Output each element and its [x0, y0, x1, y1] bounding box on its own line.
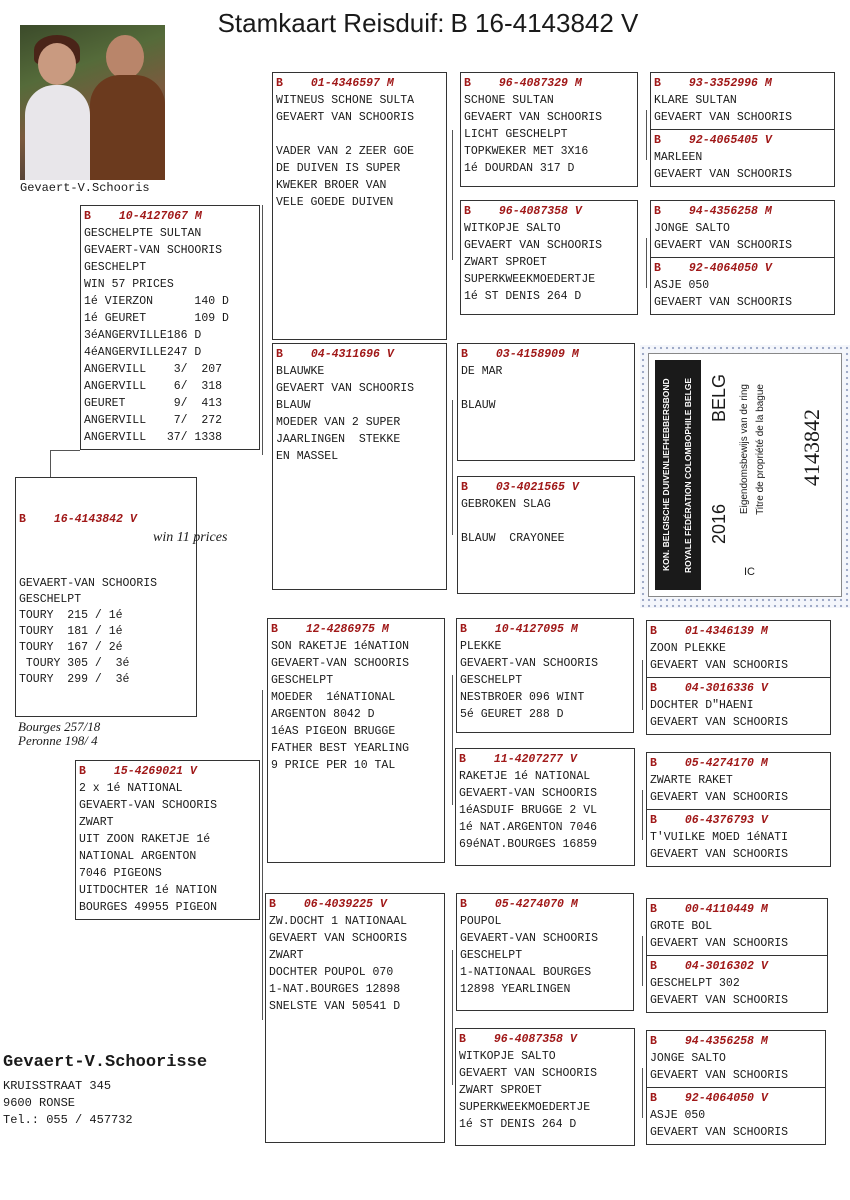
- pigeon-info-line: GEVAERT-VAN SCHOORIS: [460, 657, 599, 670]
- connector: [642, 660, 643, 710]
- pigeon-info-line: JAARLINGEN STEKKE: [276, 433, 401, 446]
- gggp-box: [650, 200, 835, 258]
- pigeon-info-line: 7046 PIGEONS: [79, 867, 162, 880]
- ring-prefix: B: [654, 134, 661, 147]
- owner-photo: [20, 25, 165, 180]
- pigeon-info-line: GEVAERT VAN SCHOORIS: [650, 1126, 789, 1139]
- pigeon-info-line: ANGERVILL 6/ 318: [84, 380, 223, 393]
- ggp-box: [456, 893, 634, 1011]
- pigeon-info-line: GESCHELPT: [84, 261, 147, 274]
- ring-prefix: B: [654, 77, 661, 90]
- subject-pigeon-box: [15, 477, 197, 717]
- pigeon-info-line: 12898 YEARLINGEN: [460, 983, 571, 996]
- owner-phone: Tel.: 055 / 457732: [3, 1113, 133, 1127]
- ring-value: 11-4207277 V: [493, 753, 577, 766]
- ring-value: 94-4356258 M: [684, 1035, 768, 1048]
- ring-value: 05-4274170 M: [684, 757, 768, 770]
- ring-value: 04-4311696 V: [310, 348, 394, 361]
- pigeon-info-line: 1é ST DENIS 264 D: [459, 1118, 577, 1131]
- gggp-box: [646, 898, 828, 956]
- ring-number: [654, 75, 831, 92]
- ring-year: 2016: [709, 504, 729, 545]
- ring-number: [650, 1090, 822, 1107]
- pigeon-info-line: GEVAERT VAN SCHOORIS: [650, 937, 789, 950]
- connector: [452, 130, 453, 260]
- pigeon-info-line: 1é NAT.ARGENTON 7046: [459, 821, 598, 834]
- pigeon-info-line: JONGE SALTO: [654, 222, 730, 235]
- pigeon-info-line: GEVAERT VAN SCHOORIS: [650, 994, 789, 1007]
- ggp-box: [456, 618, 634, 733]
- ring-prefix: B: [464, 77, 471, 90]
- pigeon-info-line: GEVAERT-VAN SCHOORIS: [459, 787, 598, 800]
- gggp-box: [650, 72, 835, 130]
- owner-city: 9600 RONSE: [3, 1096, 76, 1110]
- pigeon-info-line: [276, 126, 443, 143]
- pigeon-info-line: TOURY 167 / 2é: [19, 641, 123, 654]
- pigeon-info-line: GESCHELPT 302: [650, 977, 740, 990]
- pigeon-info-line: GEVAERT VAN SCHOORIS: [654, 296, 793, 309]
- pigeon-info-line: 9 PRICE PER 10 TAL: [271, 759, 396, 772]
- owner-name: Gevaert-V.Schoorisse: [3, 1053, 208, 1072]
- pigeon-info-line: DOCHTER POUPOL 070: [269, 966, 394, 979]
- ring-value: 93-3352996 M: [688, 77, 772, 90]
- ring-prefix: B: [650, 1035, 657, 1048]
- ggp-box: [455, 748, 635, 866]
- pigeon-info-line: 1é ST DENIS 264 D: [464, 290, 582, 303]
- pigeon-info-line: BLAUW: [276, 399, 311, 412]
- pigeon-info-line: ZOON PLEKKE: [650, 642, 726, 655]
- dam-box: [75, 760, 260, 920]
- pigeon-info-line: [461, 380, 631, 397]
- ring-number: [19, 512, 193, 528]
- ring-card-number: 4143842: [799, 409, 824, 486]
- pigeon-info-line: GEBROKEN SLAG: [461, 498, 551, 511]
- gggp-box: [646, 1030, 826, 1088]
- pigeon-info-line: ZWART: [79, 816, 114, 829]
- pigeon-info-line: ANGERVILL 3/ 207: [84, 363, 223, 376]
- pigeon-info-line: GESCHELPT: [460, 949, 523, 962]
- ring-prefix: B: [461, 481, 468, 494]
- ring-number: [271, 621, 441, 638]
- ring-value: 01-4346139 M: [684, 625, 768, 638]
- pigeon-info-line: WIN 57 PRICES: [84, 278, 174, 291]
- pigeon-info-line: TOURY 305 / 3é: [19, 657, 130, 670]
- pigeon-info-line: GEVAERT VAN SCHOORIS: [654, 111, 793, 124]
- ring-prefix: B: [276, 348, 283, 361]
- connector: [646, 238, 647, 288]
- owner-street: KRUISSTRAAT 345: [3, 1079, 112, 1093]
- handwritten-note: win 11 prices: [153, 530, 228, 545]
- pigeon-info-line: WITKOPJE SALTO: [459, 1050, 556, 1063]
- pigeon-info-line: GESCHELPT: [19, 593, 82, 606]
- pigeon-info-line: TOURY 215 / 1é: [19, 609, 123, 622]
- pigeon-info-line: 1é DOURDAN 317 D: [464, 162, 575, 175]
- ring-value: 16-4143842 V: [53, 513, 137, 526]
- pigeon-info-line: DE DUIVEN IS SUPER: [276, 162, 401, 175]
- pigeon-info-line: BLAUWKE: [276, 365, 325, 378]
- pigeon-info-line: SCHONE SULTAN: [464, 94, 554, 107]
- pigeon-info-line: GEVAERT-VAN SCHOORIS: [79, 799, 218, 812]
- ring-number: [464, 75, 634, 92]
- pigeon-info-line: VADER VAN 2 ZEER GOE: [276, 145, 415, 158]
- pigeon-info-line: KWEKER BROER VAN: [276, 179, 387, 192]
- pigeon-info-line: GEVAERT VAN SCHOORIS: [650, 659, 789, 672]
- ring-number: [276, 346, 443, 363]
- pigeon-info-line: T'VUILKE MOED 1éNATI: [650, 831, 789, 844]
- pigeon-info-line: MARLEEN: [654, 151, 703, 164]
- sire-box: [80, 205, 260, 450]
- ownership-label-fr: Titre de propriété de la bague: [755, 384, 766, 515]
- ring-number: [650, 1033, 822, 1050]
- pigeon-info-line: GESCHELPTE SULTAN: [84, 227, 202, 240]
- ring-value: 04-3016336 V: [684, 682, 768, 695]
- ring-number: [459, 751, 631, 768]
- connector: [642, 790, 643, 840]
- ring-number: [84, 208, 256, 225]
- pigeon-info-line: GEVAERT VAN SCHOORIS: [650, 716, 789, 729]
- federation-nl: KON. BELGISCHE DUIVENLIEFHEBBERSBOND: [661, 378, 671, 572]
- ring-number: [269, 896, 441, 913]
- pigeon-info-line: 1-NAT.BOURGES 12898: [269, 983, 401, 996]
- ring-value: 92-4065405 V: [688, 134, 772, 147]
- ring-prefix: B: [654, 205, 661, 218]
- connector: [642, 1068, 643, 1118]
- pigeon-info-line: GEVAERT VAN SCHOORIS: [650, 791, 789, 804]
- title-ring-number: B 16-4143842 V: [450, 8, 639, 38]
- pigeon-info-line: JONGE SALTO: [650, 1052, 726, 1065]
- pigeon-info-line: FATHER BEST YEARLING: [271, 742, 410, 755]
- owner-address: [3, 1078, 133, 1129]
- gggp-box: [646, 677, 831, 735]
- pigeon-info-line: ZWART SPROET: [464, 256, 547, 269]
- pigeon-info-line: GEVAERT VAN SCHOORIS: [459, 1067, 598, 1080]
- pigeon-info-line: TOPKWEKER MET 3X16: [464, 145, 589, 158]
- pigeon-info-line: DOCHTER D"HAENI: [650, 699, 754, 712]
- ring-value: 05-4274070 M: [494, 898, 578, 911]
- ring-card-code: IC: [744, 566, 755, 578]
- gggp-box: [646, 620, 831, 678]
- ring-value: 00-4110449 M: [684, 903, 768, 916]
- ring-ownership-card: [640, 345, 850, 608]
- connector: [452, 950, 453, 1085]
- gggp-box: [646, 752, 831, 810]
- ring-prefix: B: [650, 960, 657, 973]
- ring-value: 03-4158909 M: [495, 348, 579, 361]
- pigeon-info-line: VELE GOEDE DUIVEN: [276, 196, 394, 209]
- ring-prefix: B: [269, 898, 276, 911]
- ring-value: 10-4127095 M: [494, 623, 578, 636]
- pigeon-info-line: GEVAERT-VAN SCHOORIS: [19, 577, 158, 590]
- pigeon-info-line: 4éANGERVILLE247 D: [84, 346, 202, 359]
- ring-value: 10-4127067 M: [118, 210, 202, 223]
- pigeon-info-line: [461, 513, 631, 530]
- pigeon-info-line: SON RAKETJE 1éNATION: [271, 640, 410, 653]
- gggp-box: [646, 955, 828, 1013]
- ring-number: [459, 1031, 631, 1048]
- ring-country: BELG: [709, 374, 729, 423]
- pigeon-info-line: UIT ZOON RAKETJE 1é: [79, 833, 211, 846]
- ring-prefix: B: [650, 814, 657, 827]
- pigeon-info-line: GEVAERT-VAN SCHOORIS: [460, 932, 599, 945]
- dam-dam-box: [265, 893, 445, 1143]
- title-label: Stamkaart Reisduif:: [217, 8, 445, 38]
- ring-prefix: B: [459, 753, 466, 766]
- pigeon-info-line: RAKETJE 1é NATIONAL: [459, 770, 591, 783]
- pigeon-info-line: ARGENTON 8042 D: [271, 708, 375, 721]
- pigeon-info-line: 1é VIERZON 140 D: [84, 295, 229, 308]
- federation-band: [655, 360, 701, 590]
- dam-sire-box: [267, 618, 445, 863]
- pigeon-info-line: GEVAERT VAN SCHOORIS: [650, 848, 789, 861]
- pigeon-info-line: GEURET 9/ 413: [84, 397, 223, 410]
- pigeon-info-line: GROTE BOL: [650, 920, 713, 933]
- pigeon-info-line: GESCHELPT: [271, 674, 334, 687]
- pigeon-info-line: ZWART: [269, 949, 304, 962]
- ring-number: [650, 901, 824, 918]
- gggp-box: [646, 1087, 826, 1145]
- ring-value: 04-3016302 V: [684, 960, 768, 973]
- pigeon-info-line: GEVAERT-VAN SCHOORIS: [271, 657, 410, 670]
- pigeon-info-line: GEVAERT VAN SCHOORIS: [650, 1069, 789, 1082]
- ring-prefix: B: [650, 757, 657, 770]
- pigeon-info-line: GEVAERT-VAN SCHOORIS: [84, 244, 223, 257]
- pigeon-info-line: ZW.DOCHT 1 NATIONAAL: [269, 915, 408, 928]
- pigeon-info-line: 1é GEURET 109 D: [84, 312, 229, 325]
- ggp-box: [460, 72, 638, 187]
- ring-number: [464, 203, 634, 220]
- pigeon-info-line: POUPOL: [460, 915, 502, 928]
- ring-prefix: B: [271, 623, 278, 636]
- pigeon-info-line: ASJE 050: [650, 1109, 706, 1122]
- ring-prefix: B: [460, 623, 467, 636]
- pigeon-info-line: SUPERKWEEKMOEDERTJE: [459, 1101, 591, 1114]
- sire-sire-box: [272, 72, 447, 340]
- pigeon-info-line: ASJE 050: [654, 279, 710, 292]
- connector: [646, 110, 647, 160]
- pigeon-info-line: BOURGES 49955 PIGEON: [79, 901, 218, 914]
- connector: [262, 205, 263, 455]
- ring-prefix: B: [459, 1033, 466, 1046]
- ring-prefix: B: [460, 898, 467, 911]
- pigeon-info-line: GEVAERT VAN SCHOORIS: [654, 239, 793, 252]
- pigeon-info-line: NESTBROER 096 WINT: [460, 691, 585, 704]
- sire-dam-box: [272, 343, 447, 590]
- connector: [642, 936, 643, 986]
- pigeon-info-line: 3éANGERVILLE186 D: [84, 329, 202, 342]
- pigeon-info-line: BLAUW CRAYONEE: [461, 532, 565, 545]
- pigeon-info-line: ZWARTE RAKET: [650, 774, 733, 787]
- pigeon-info-line: SUPERKWEEKMOEDERTJE: [464, 273, 596, 286]
- ring-number: [461, 479, 631, 496]
- ring-value: 12-4286975 M: [305, 623, 389, 636]
- pigeon-info-line: ZWART SPROET: [459, 1084, 542, 1097]
- ring-prefix: B: [84, 210, 91, 223]
- ring-value: 15-4269021 V: [113, 765, 197, 778]
- ggp-box: [455, 1028, 635, 1146]
- pigeon-info-line: GEVAERT VAN SCHOORIS: [276, 382, 415, 395]
- pigeon-info-line: NATIONAL ARGENTON: [79, 850, 197, 863]
- pigeon-info-line: PLEKKE: [460, 640, 502, 653]
- ring-value: 06-4376793 V: [684, 814, 768, 827]
- pigeon-info-line: KLARE SULTAN: [654, 94, 737, 107]
- connector: [452, 400, 453, 535]
- federation-fr: ROYALE FÉDÉRATION COLOMBOPHILE BELGE: [683, 377, 693, 573]
- ring-value: 94-4356258 M: [688, 205, 772, 218]
- pigeon-info-line: GEVAERT VAN SCHOORIS: [276, 111, 415, 124]
- ring-prefix: B: [19, 513, 26, 526]
- pigeon-info-line: 69éNAT.BOURGES 16859: [459, 838, 598, 851]
- gggp-box: [650, 257, 835, 315]
- ggp-box: [457, 343, 635, 461]
- connector: [50, 450, 51, 478]
- connector: [50, 450, 80, 451]
- pigeon-info-line: EN MASSEL: [276, 450, 339, 463]
- ring-value: 92-4064050 V: [688, 262, 772, 275]
- ring-prefix: B: [650, 625, 657, 638]
- ring-number: [460, 621, 630, 638]
- pigeon-info-line: 1éASDUIF BRUGGE 2 VL: [459, 804, 598, 817]
- subject-lines: [19, 560, 193, 688]
- ggp-box: [460, 200, 638, 315]
- pigeon-info-line: UITDOCHTER 1é NATION: [79, 884, 218, 897]
- ring-number: [650, 623, 827, 640]
- ring-prefix: B: [461, 348, 468, 361]
- pigeon-info-line: GEVAERT VAN SCHOORIS: [654, 168, 793, 181]
- pigeon-info-line: WITKOPJE SALTO: [464, 222, 561, 235]
- pigeon-info-line: SNELSTE VAN 50541 D: [269, 1000, 401, 1013]
- gggp-box: [646, 809, 831, 867]
- ring-number: [79, 763, 256, 780]
- handwritten-extra-1: Bourges 257/18: [18, 719, 101, 734]
- ring-value: 92-4064050 V: [684, 1092, 768, 1105]
- connector: [452, 675, 453, 805]
- gggp-box: [650, 129, 835, 187]
- ring-prefix: B: [654, 262, 661, 275]
- ring-value: 96-4087358 V: [498, 205, 582, 218]
- pigeon-info-line: TOURY 299 / 3é: [19, 673, 130, 686]
- pigeon-info-line: 1-NATIONAAL BOURGES: [460, 966, 592, 979]
- pigeon-info-line: BLAUW: [461, 399, 496, 412]
- pigeon-info-line: GEVAERT VAN SCHOORIS: [269, 932, 408, 945]
- pigeon-info-line: 2 x 1é NATIONAL: [79, 782, 183, 795]
- ring-prefix: B: [650, 1092, 657, 1105]
- pigeon-info-line: ANGERVILL 37/ 1338: [84, 431, 223, 444]
- pigeon-info-line: GEVAERT VAN SCHOORIS: [464, 111, 603, 124]
- pigeon-info-line: GESCHELPT: [460, 674, 523, 687]
- pigeon-info-line: ANGERVILL 7/ 272: [84, 414, 223, 427]
- ring-value: 01-4346597 M: [310, 77, 394, 90]
- ring-prefix: B: [650, 682, 657, 695]
- ring-value: 03-4021565 V: [495, 481, 579, 494]
- ring-prefix: B: [276, 77, 283, 90]
- pigeon-info-line: DE MAR: [461, 365, 503, 378]
- pigeon-info-line: [19, 560, 193, 576]
- ring-number: [650, 680, 827, 697]
- ggp-box: [457, 476, 635, 594]
- ring-prefix: B: [650, 903, 657, 916]
- ring-number: [650, 958, 824, 975]
- pigeon-info-line: LICHT GESCHELPT: [464, 128, 568, 141]
- ring-prefix: B: [464, 205, 471, 218]
- ring-number: [654, 203, 831, 220]
- ring-value: 06-4039225 V: [303, 898, 387, 911]
- ring-value: 96-4087329 M: [498, 77, 582, 90]
- pigeon-info-line: 1éAS PIGEON BRUGGE: [271, 725, 396, 738]
- ring-number: [461, 346, 631, 363]
- pigeon-info-line: WITNEUS SCHONE SULTA: [276, 94, 415, 107]
- ring-number: [650, 755, 827, 772]
- pigeon-info-line: TOURY 181 / 1é: [19, 625, 123, 638]
- ring-number: [460, 896, 630, 913]
- ring-number: [654, 132, 831, 149]
- ring-value: 96-4087358 V: [493, 1033, 577, 1046]
- connector: [262, 690, 263, 1020]
- ring-number: [650, 812, 827, 829]
- handwritten-extra-2: Peronne 198/ 4: [18, 733, 98, 748]
- ring-number: [654, 260, 831, 277]
- ring-number: [276, 75, 443, 92]
- pigeon-info-line: MOEDER VAN 2 SUPER: [276, 416, 401, 429]
- pigeon-info-line: MOEDER 1éNATIONAL: [271, 691, 396, 704]
- ownership-label-nl: Eigendomsbewijs van de ring: [739, 384, 750, 515]
- pigeon-info-line: GEVAERT VAN SCHOORIS: [464, 239, 603, 252]
- photo-caption: Gevaert-V.Schooris: [20, 181, 150, 195]
- ring-prefix: B: [79, 765, 86, 778]
- pigeon-info-line: 5é GEURET 288 D: [460, 708, 564, 721]
